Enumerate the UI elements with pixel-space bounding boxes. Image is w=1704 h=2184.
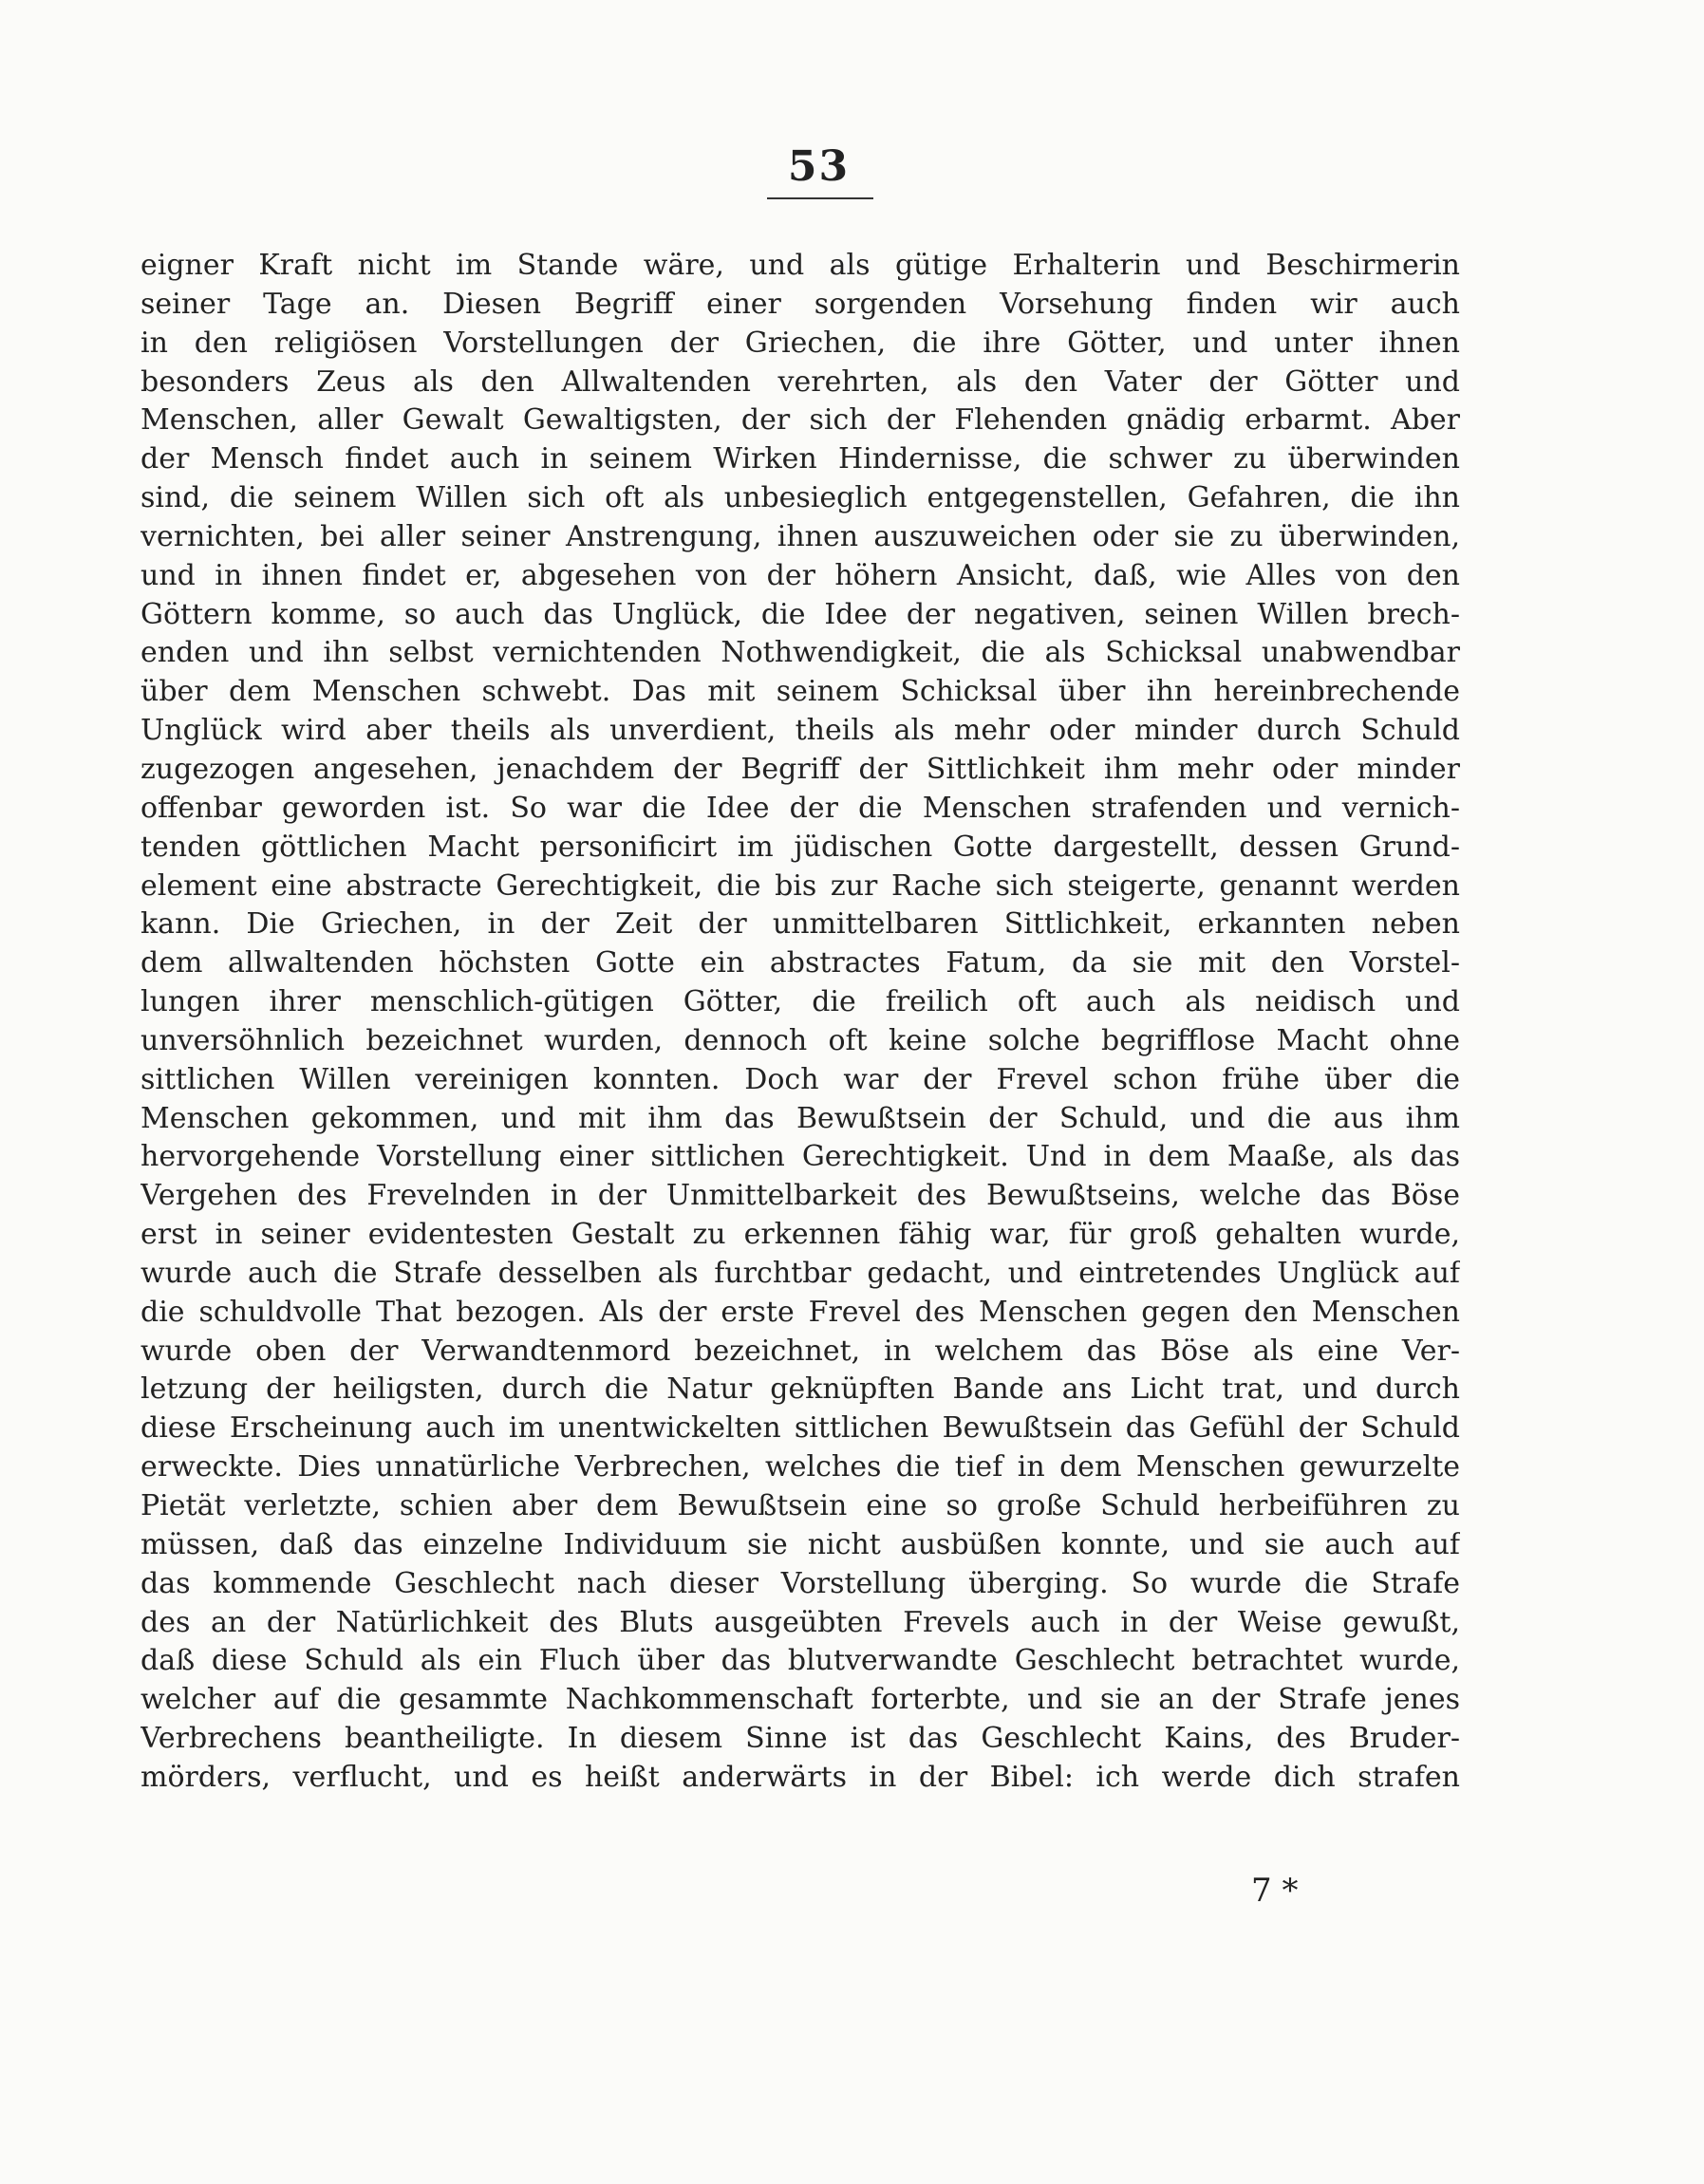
- text-line: der Mensch findet auch in seinem Wirken Hindernisse, die schwer zu überwinden: [140, 442, 1460, 476]
- text-line: Pietät verletzte, schien aber dem Bewußtsein eine so große Schuld herbeiführen zu: [140, 1489, 1460, 1522]
- text-line: Unglück wird aber theils als unverdient, theils als mehr oder minder durch Schuld: [140, 714, 1460, 748]
- text-line: dem allwaltenden höchsten Gotte ein abstractes Fatum, da sie mit den Vorstel-: [140, 946, 1460, 980]
- text-line: das kommende Geschlecht nach dieser Vorstellung überging. So wurde die Strafe: [140, 1566, 1460, 1600]
- text-line: enden und ihn selbst vernichtenden Nothwendigkeit, die als Schicksal unabwendbar: [140, 636, 1460, 670]
- text-line: die schuldvolle That bezogen. Als der erste Frevel des Menschen gegen den Menschen: [140, 1295, 1460, 1329]
- text-line: unversöhnlich bezeichnet wurden, dennoch oft keine solche begrifflose Macht ohne: [140, 1023, 1460, 1057]
- body-text: [140, 247, 1460, 1798]
- text-line: letzung der heiligsten, durch die Natur geknüpften Bande ans Licht trat, und durch: [140, 1372, 1460, 1407]
- text-line: tenden göttlichen Macht personificirt im jüdischen Gotte dargestellt, dessen Grund-: [140, 830, 1460, 864]
- text-line: element eine abstracte Gerechtigkeit, die bis zur Rache sich steigerte, genannt werden: [140, 868, 1460, 903]
- text-line: müssen, daß das einzelne Individuum sie nicht ausbüßen konnte, und sie auch auf: [140, 1527, 1460, 1561]
- text-line: erweckte. Dies unnatürliche Verbrechen, welches die tief in dem Menschen gewurzelte: [140, 1450, 1460, 1484]
- text-line: des an der Natürlichkeit des Bluts ausgeübten Frevels auch in der Weise gewußt,: [140, 1605, 1460, 1639]
- text-line: besonders Zeus als den Allwaltenden verehrten, als den Vater der Götter und: [140, 364, 1460, 399]
- text-line: Menschen, aller Gewalt Gewaltigsten, der sich der Flehenden gnädig erbarmt. Aber: [140, 403, 1460, 438]
- signature-mark: 7 *: [1251, 1872, 1299, 1910]
- text-line: Verbrechens beantheiligte. In diesem Sinne ist das Geschlecht Kains, des Bruder-: [140, 1722, 1460, 1756]
- text-line: erst in seiner evidentesten Gestalt zu erkennen fähig war, für groß gehalten wurde,: [140, 1218, 1460, 1252]
- text-line: offenbar geworden ist. So war die Idee der die Menschen strafenden und vernich-: [140, 791, 1460, 825]
- text-line: in den religiösen Vorstellungen der Griechen, die ihre Götter, und unter ihnen: [140, 326, 1460, 360]
- text-line: Vergehen des Frevelnden in der Unmittelbarkeit des Bewußtseins, welche das Böse: [140, 1179, 1460, 1213]
- text-line: eigner Kraft nicht im Stande wäre, und als gütige Erhalterin und Beschirmerin: [140, 249, 1460, 282]
- text-line: vernichten, bei aller seiner Anstrengung, ihnen auszuweichen oder sie zu überwinden,: [140, 519, 1460, 553]
- text-line: Göttern komme, so auch das Unglück, die Idee der negativen, seinen Willen brech-: [140, 597, 1460, 631]
- header-rule: [767, 197, 873, 199]
- text-line: mörders, verflucht, und es heißt anderwärts in der Bibel: ich werde dich strafen: [140, 1760, 1460, 1794]
- text-line: Menschen gekommen, und mit ihm das Bewußtsein der Schuld, und die aus ihm: [140, 1101, 1460, 1135]
- text-line: sind, die seinem Willen sich oft als unbesieglich entgegenstellen, Gefahren, die ihn: [140, 481, 1460, 515]
- text-line: hervorgehende Vorstellung einer sittlichen Gerechtigkeit. Und in dem Maaße, als das: [140, 1140, 1460, 1174]
- text-line: daß diese Schuld als ein Fluch über das blutverwandte Geschlecht betrachtet wurde,: [140, 1644, 1460, 1678]
- text-line: und in ihnen findet er, abgesehen von der höhern Ansicht, daß, wie Alles von den: [140, 558, 1460, 592]
- text-line: diese Erscheinung auch im unentwickelten sittlichen Bewußtsein das Gefühl der Schuld: [140, 1411, 1460, 1446]
- text-line: über dem Menschen schwebt. Das mit seinem Schicksal über ihn hereinbrechende: [140, 675, 1460, 709]
- text-line: lungen ihrer menschlich-gütigen Götter, die freilich oft auch als neidisch und: [140, 985, 1460, 1019]
- page-number: 53: [787, 142, 851, 191]
- text-line: kann. Die Griechen, in der Zeit der unmittelbaren Sittlichkeit, erkannten neben: [140, 907, 1460, 942]
- text-line: welcher auf die gesammte Nachkommenschaft forterbte, und sie an der Strafe jenes: [140, 1683, 1460, 1717]
- text-line: seiner Tage an. Diesen Begriff einer sorgenden Vorsehung finden wir auch: [140, 287, 1460, 321]
- text-line: wurde auch die Strafe desselben als furchtbar gedacht, und eintretendes Unglück auf: [140, 1256, 1460, 1290]
- text-line: wurde oben der Verwandtenmord bezeichnet, in welchem das Böse als eine Ver-: [140, 1334, 1460, 1368]
- text-line: sittlichen Willen vereinigen konnten. Doch war der Frevel schon frühe über die: [140, 1062, 1460, 1096]
- text-line: zugezogen angesehen, jenachdem der Begriff der Sittlichkeit ihm mehr oder minder: [140, 752, 1460, 786]
